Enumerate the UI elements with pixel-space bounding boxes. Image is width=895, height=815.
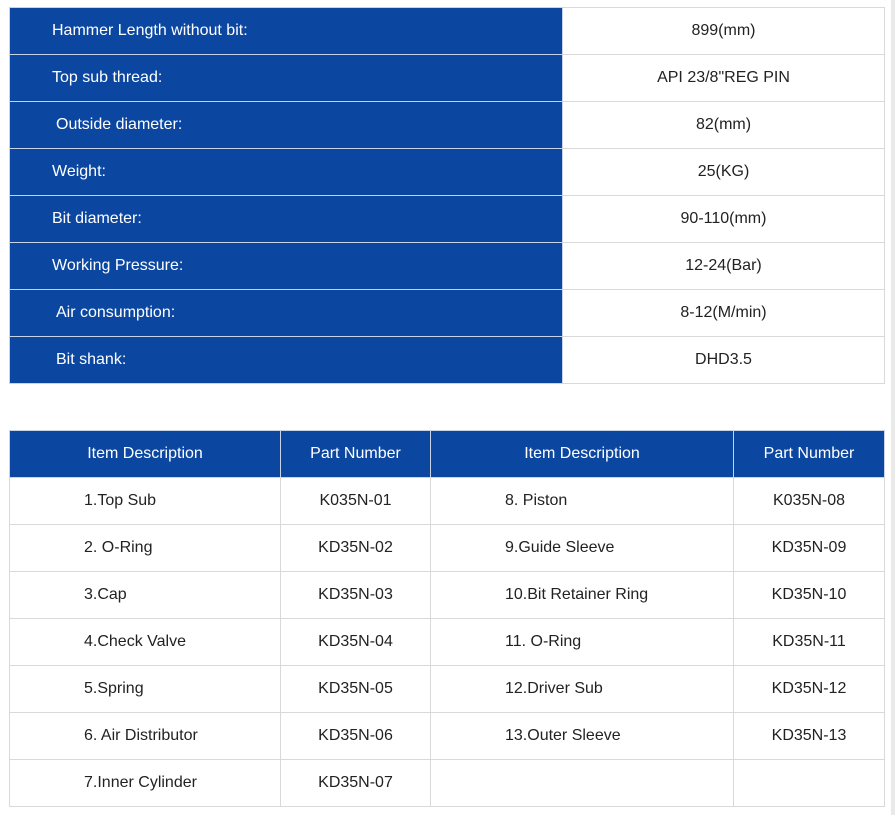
spec-label: Hammer Length without bit: — [10, 8, 563, 55]
part-number: KD35N-06 — [281, 713, 431, 760]
parts-row — [10, 760, 885, 807]
item-description: 5.Spring — [10, 666, 281, 713]
part-number: KD35N-03 — [281, 572, 431, 619]
parts-row — [10, 619, 885, 666]
item-description: 2. O-Ring — [10, 525, 281, 572]
spec-value: DHD3.5 — [563, 337, 885, 384]
spec-value: 25(KG) — [563, 149, 885, 196]
part-number: KD35N-12 — [734, 666, 885, 713]
part-number: KD35N-07 — [281, 760, 431, 807]
spec-row — [10, 337, 885, 384]
spec-value: 82(mm) — [563, 102, 885, 149]
spec-row — [10, 243, 885, 290]
part-number: KD35N-13 — [734, 713, 885, 760]
part-number: KD35N-02 — [281, 525, 431, 572]
item-description — [431, 760, 734, 807]
part-number: KD35N-09 — [734, 525, 885, 572]
parts-header-row — [10, 431, 885, 478]
spec-label: Top sub thread: — [10, 55, 563, 102]
parts-row — [10, 666, 885, 713]
parts-row — [10, 572, 885, 619]
item-description: 8. Piston — [431, 478, 734, 525]
item-description: 4.Check Valve — [10, 619, 281, 666]
item-description: 6. Air Distributor — [10, 713, 281, 760]
spec-value: 12-24(Bar) — [563, 243, 885, 290]
item-description: 13.Outer Sleeve — [431, 713, 734, 760]
part-number: KD35N-05 — [281, 666, 431, 713]
header-item-description: Item Description — [431, 431, 734, 478]
spec-row — [10, 102, 885, 149]
parts-row — [10, 525, 885, 572]
spec-label: Weight: — [10, 149, 563, 196]
spec-label: Outside diameter: — [10, 102, 563, 149]
part-number: KD35N-10 — [734, 572, 885, 619]
item-description: 3.Cap — [10, 572, 281, 619]
spec-value: API 23/8"REG PIN — [563, 55, 885, 102]
spec-table — [9, 7, 885, 384]
spec-value: 8-12(M/min) — [563, 290, 885, 337]
item-description: 11. O-Ring — [431, 619, 734, 666]
item-description: 9.Guide Sleeve — [431, 525, 734, 572]
item-description: 12.Driver Sub — [431, 666, 734, 713]
spec-label: Working Pressure: — [10, 243, 563, 290]
part-number: K035N-08 — [734, 478, 885, 525]
header-part-number: Part Number — [281, 431, 431, 478]
part-number — [734, 760, 885, 807]
spec-value: 90-110(mm) — [563, 196, 885, 243]
parts-row — [10, 713, 885, 760]
part-number: KD35N-04 — [281, 619, 431, 666]
spec-label: Air consumption: — [10, 290, 563, 337]
part-number: KD35N-11 — [734, 619, 885, 666]
item-description: 1.Top Sub — [10, 478, 281, 525]
item-description: 7.Inner Cylinder — [10, 760, 281, 807]
item-description: 10.Bit Retainer Ring — [431, 572, 734, 619]
header-part-number: Part Number — [734, 431, 885, 478]
spec-row — [10, 55, 885, 102]
right-edge-divider — [891, 0, 895, 815]
spec-row — [10, 196, 885, 243]
spec-row — [10, 290, 885, 337]
spec-row — [10, 8, 885, 55]
spec-row — [10, 149, 885, 196]
spec-label: Bit diameter: — [10, 196, 563, 243]
parts-table — [9, 430, 885, 807]
part-number: K035N-01 — [281, 478, 431, 525]
spec-label: Bit shank: — [10, 337, 563, 384]
parts-row — [10, 478, 885, 525]
spec-value: 899(mm) — [563, 8, 885, 55]
header-item-description: Item Description — [10, 431, 281, 478]
